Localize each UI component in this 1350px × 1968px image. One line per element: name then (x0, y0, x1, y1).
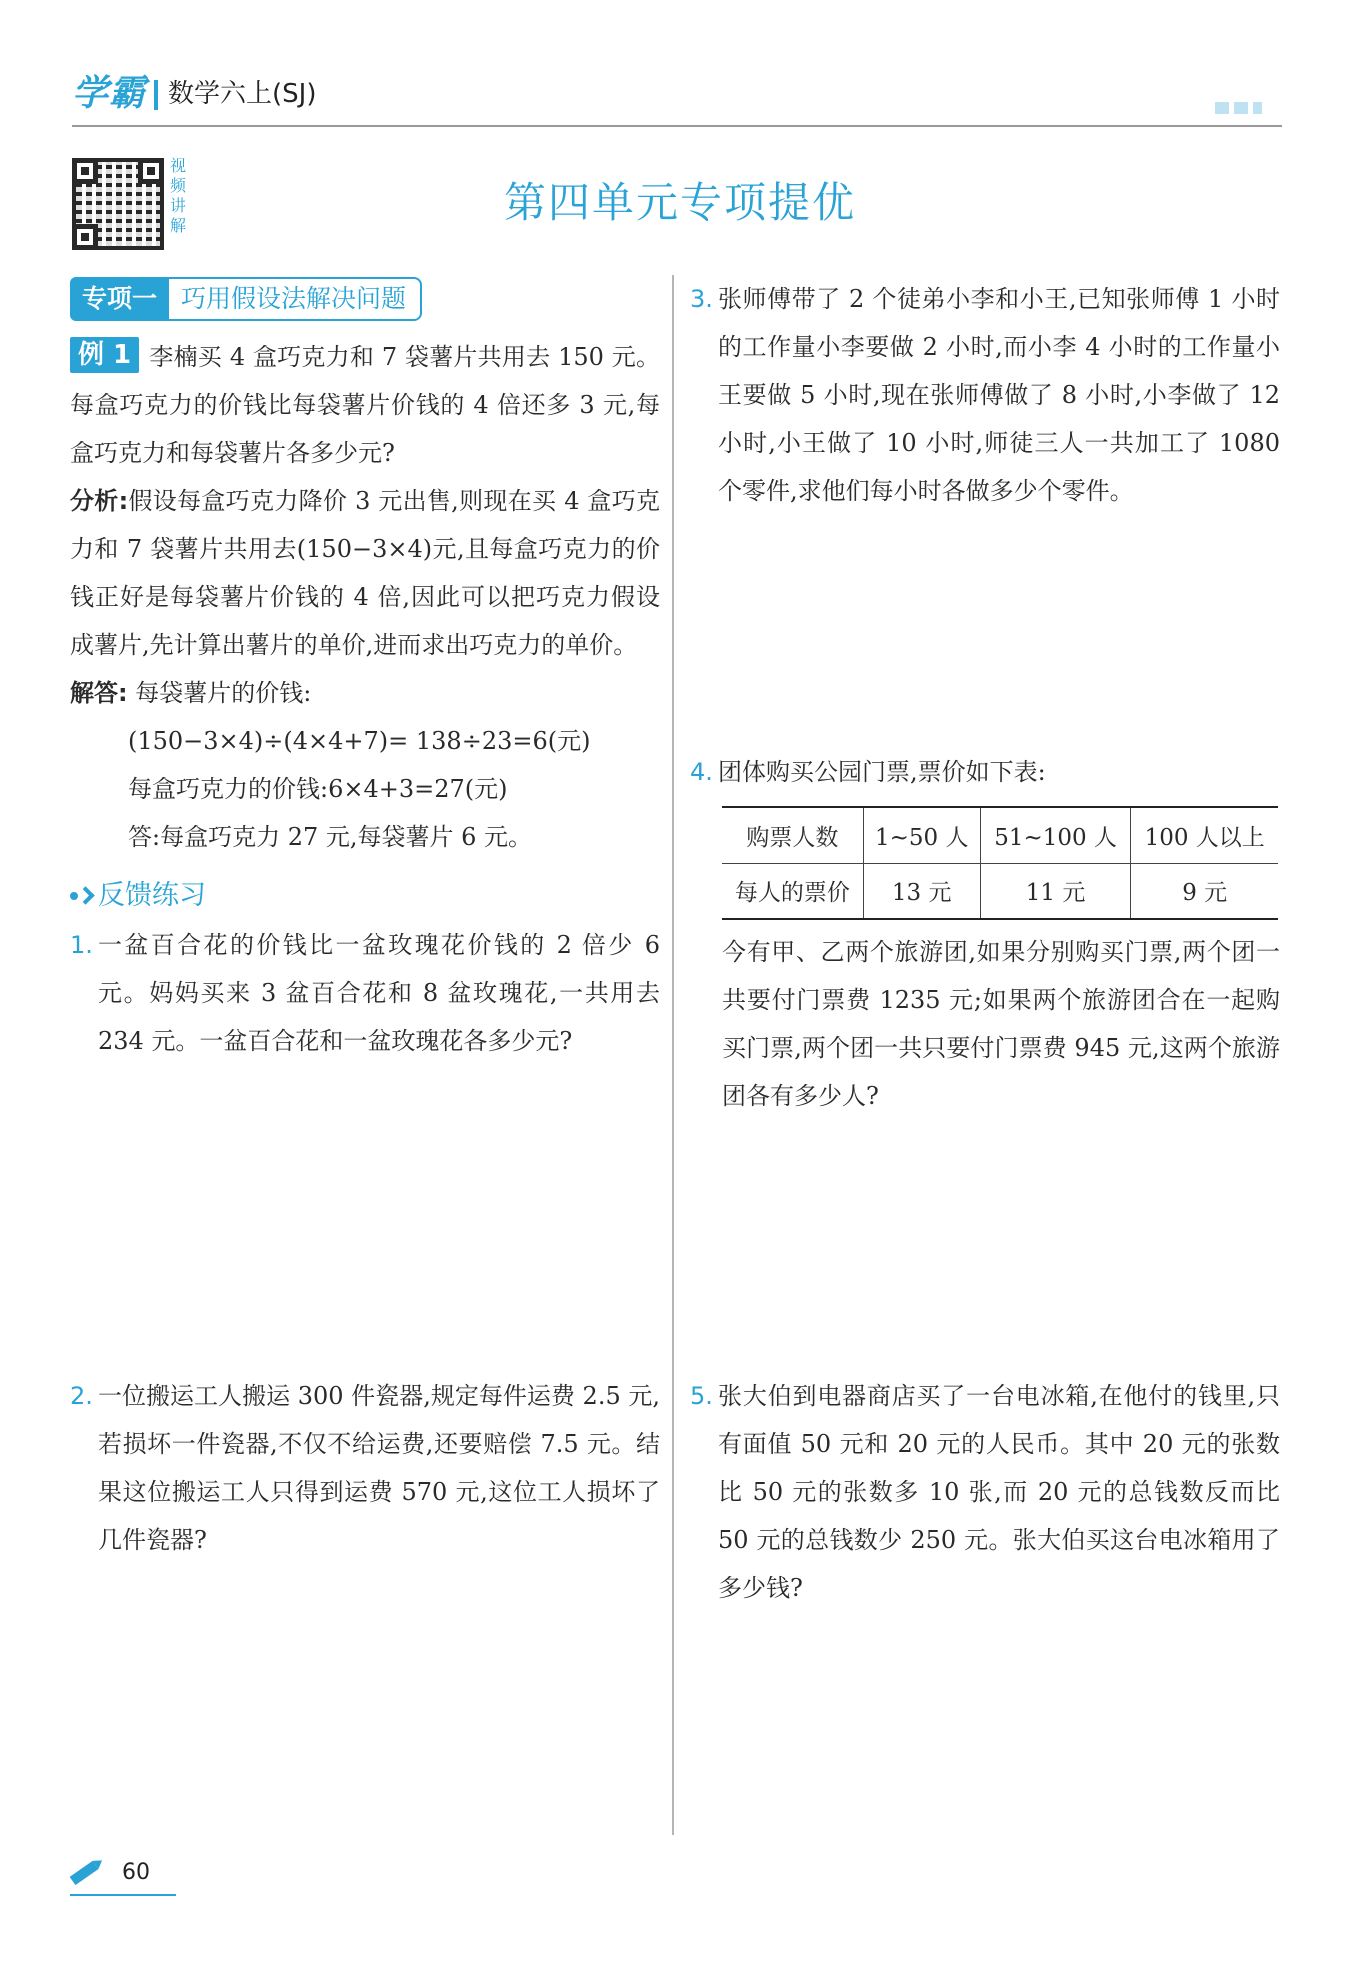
table-cell: 每人的票价 (722, 863, 863, 919)
topic-name: 巧用假设法解决问题 (169, 277, 422, 321)
analysis-text: 假设每盒巧克力降价 3 元出售,则现在买 4 盒巧克力和 7 袋薯片共用去(150−3×4)元,且每盒巧克力的价钱正好是每袋薯片价钱的 4 倍,因此可以把巧克力假设成薯片,先计算出薯片的单价,进而求出巧克力的单价。 (70, 487, 660, 659)
left-column (70, 275, 660, 1554)
table-cell: 11 元 (980, 863, 1131, 919)
column-divider (672, 275, 674, 1835)
answer-line-3: 每盒巧克力的价钱:6×4+3=27(元) (128, 775, 508, 803)
problem-text: 张师傅带了 2 个徒弟小李和小王,已知张师傅 1 小时的工作量小李要做 2 小时,而小李 4 小时的工作量小王要做 5 小时,现在张师傅做了 8 小时,小李做了 12 小时,小王做了 10 小时,师徒三人一共加工了 1080 个零件,求他们每小时各做多少个零件。 (718, 285, 1280, 505)
example-analysis (70, 477, 660, 669)
pencil-icon (70, 1861, 99, 1885)
example-question-text: 李楠买 4 盒巧克力和 7 袋薯片共用去 150 元。每盒巧克力的价钱比每袋薯片价钱的 4 倍还多 3 元,每盒巧克力和每袋薯片各多少元? (70, 343, 660, 467)
brand-separator (154, 80, 158, 110)
problem-text: 张大伯到电器商店买了一台电冰箱,在他付的钱里,只有面值 50 元和 20 元的人民币。其中 20 元的张数比 50 元的张数多 10 张,而 20 元的总钱数反而比 50 元的总钱数少 250 元。张大伯买这台电冰箱用了多少钱? (718, 1382, 1280, 1602)
topic-banner (70, 277, 660, 321)
answer-line-4: 答:每盒巧克力 27 元,每袋薯片 6 元。 (128, 823, 533, 851)
brand-logo: 学霸 (72, 73, 147, 114)
table-cell: 100 人以上 (1131, 807, 1278, 863)
table-cell: 13 元 (863, 863, 980, 919)
footer-rule (70, 1894, 176, 1896)
arrow-right-icon (70, 885, 92, 907)
problem-number: 2. (70, 1382, 93, 1410)
table-cell: 51~100 人 (980, 807, 1131, 863)
header-rule (72, 125, 1282, 127)
table-cell: 9 元 (1131, 863, 1278, 919)
qr-code-icon[interactable] (72, 158, 164, 250)
practice-heading (70, 871, 660, 921)
answer-label: 解答: (70, 679, 128, 707)
example-question (70, 333, 660, 477)
table-row (722, 863, 1278, 919)
page-title: 第四单元专项提优 (503, 178, 856, 227)
problem-text: 一盆百合花的价钱比一盆玫瑰花价钱的 2 倍少 6 元。妈妈买来 3 盆百合花和 8 盆玫瑰花,一共用去 234 元。一盆百合花和一盆玫瑰花各多少元? (98, 931, 660, 1055)
problem-number: 5. (690, 1382, 713, 1410)
problem-5 (690, 1372, 1280, 1612)
problem-4-text: 今有甲、乙两个旅游团,如果分别购买门票,两个团一共要付门票费 1235 元;如果两个旅游团合在一起购买门票,两个团一共只要付门票费 945 元,这两个旅游团各有多少人? (722, 938, 1280, 1110)
table-cell: 1~50 人 (863, 807, 980, 863)
right-column (690, 275, 1280, 1602)
topic-tag: 专项一 (70, 277, 169, 321)
problem-text: 一位搬运工人搬运 300 件瓷器,规定每件运费 2.5 元,若损坏一件瓷器,不仅不给运费,还要赔偿 7.5 元。结果这位搬运工人只得到运费 570 元,这位工人损坏了几件瓷器? (98, 1382, 660, 1554)
problem-3 (690, 275, 1280, 515)
problem-number: 4. (690, 758, 713, 786)
problem-number: 1. (70, 931, 93, 959)
page-header (72, 70, 1282, 128)
page-footer (70, 1860, 180, 1900)
page-number: 60 (122, 1860, 150, 1885)
practice-heading-text: 反馈练习 (98, 880, 206, 911)
problem-text: 团体购买公园门票,票价如下表: (718, 758, 1046, 786)
qr-label: 视频讲解 (170, 156, 187, 235)
header-dots (1215, 102, 1262, 114)
problem-4-block (690, 748, 1280, 1120)
price-table (722, 806, 1278, 920)
book-title: 数学六上(SJ) (168, 79, 317, 109)
example-tag: 例 1 (70, 337, 139, 373)
example-answer (70, 669, 660, 717)
brand (72, 70, 316, 118)
table-row (722, 807, 1278, 863)
answer-line-2: (150−3×4)÷(4×4+7)= 138÷23=6(元) (128, 727, 591, 755)
answer-line-1: 每袋薯片的价钱: (135, 679, 312, 707)
table-cell: 购票人数 (722, 807, 863, 863)
analysis-label: 分析: (70, 487, 129, 515)
problem-2 (70, 1372, 660, 1564)
problem-1 (70, 921, 660, 1065)
problem-number: 3. (690, 285, 713, 313)
problem-4 (690, 748, 1280, 796)
